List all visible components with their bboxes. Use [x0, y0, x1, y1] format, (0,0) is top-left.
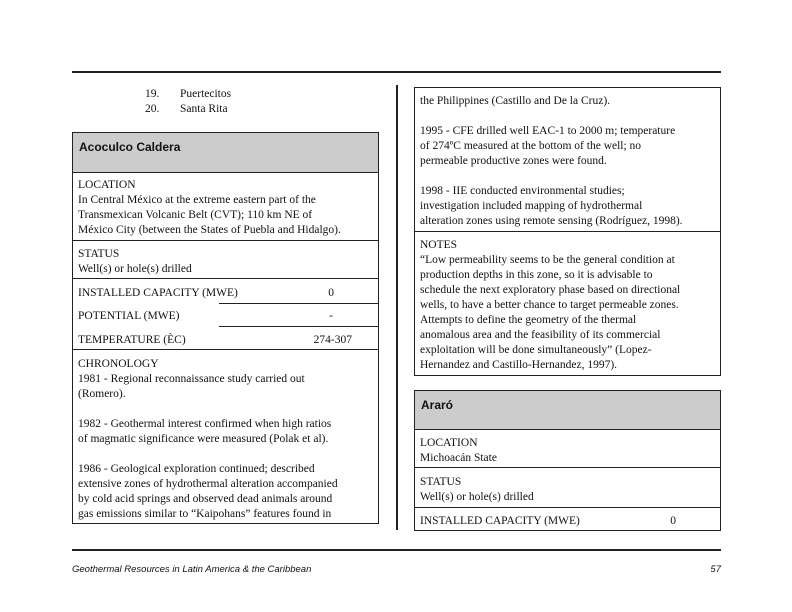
chronology-line [78, 447, 376, 462]
row-divider [414, 231, 721, 232]
chronology-line: by cold acid springs and observed dead animals around [78, 493, 333, 505]
chronology-block [78, 357, 376, 522]
chronology-line: investigation included mapping of hydrothermal [420, 200, 643, 212]
araro-location-block [420, 436, 718, 466]
chronology-line: the Philippines (Castillo and De la Cruz). [420, 95, 611, 107]
chronology-line: extensive zones of hydrothermal alteration accompanied [78, 478, 338, 490]
list-item-name: Puertecitos [180, 88, 232, 100]
page-number: 57 [710, 564, 721, 575]
chronology-line [78, 402, 376, 417]
notes-line: production depths in this zone, so it is advisable to [420, 269, 653, 281]
chronology-line: 1982 - Geothermal interest confirmed when high ratios [78, 418, 332, 430]
list-item-number: 19. [145, 88, 160, 100]
location-block [78, 178, 374, 238]
chronology-line: gas emissions similar to “Kaipohans” features found in [78, 508, 332, 520]
column-divider [396, 85, 398, 530]
footer-title: Geothermal Resources in Latin America & the Caribbean [72, 564, 312, 575]
row-divider [414, 467, 721, 468]
chronology-cont-block [420, 94, 718, 229]
chronology-line: of magmatic significance were measured (Polak et al). [78, 433, 329, 445]
notes-line: anomalous area and the feasibility of its commercial [420, 329, 661, 341]
status-heading: STATUS [420, 476, 462, 488]
capacity-value: 0 [328, 287, 334, 299]
notes-line: schedule the next exploratory phase based on directional [420, 284, 681, 296]
location-text: Michoacán State [420, 452, 497, 464]
chronology-line: permeable productive zones were found. [420, 155, 607, 167]
potential-label: POTENTIAL (MWE) [78, 310, 180, 322]
row-divider [72, 240, 379, 241]
acoculco-header [73, 133, 378, 173]
row-divider [72, 278, 379, 279]
capacity-label: INSTALLED CAPACITY (MWE) [420, 515, 580, 527]
potential-value: - [329, 310, 333, 322]
row-divider [219, 303, 379, 304]
status-heading: STATUS [78, 248, 120, 260]
temperature-value: 274-307 [313, 334, 352, 346]
row-divider [414, 507, 721, 508]
chronology-line: (Romero). [78, 388, 126, 400]
temperature-label: TEMPERATURE (ÈC) [78, 334, 186, 346]
section-title: Acoculco Caldera [79, 140, 181, 154]
row-divider [72, 349, 379, 350]
location-line: Transmexican Volcanic Belt (CVT); 110 km NE of [78, 209, 313, 221]
chronology-line [420, 169, 718, 184]
araro-status-block [420, 475, 718, 505]
status-text: Well(s) or hole(s) drilled [420, 491, 534, 503]
location-line: México City (between the States of Puebla and Hidalgo). [78, 224, 341, 236]
notes-line: exploitation will be done simultaneously” (Lopez- [420, 344, 652, 356]
location-heading: LOCATION [78, 179, 136, 191]
chronology-line [420, 109, 718, 124]
araro-header [415, 391, 720, 430]
row-divider [219, 326, 379, 327]
location-heading: LOCATION [420, 437, 478, 449]
chronology-line: of 274ºC measured at the bottom of the well; no [420, 140, 642, 152]
notes-block [420, 238, 718, 373]
list-item-number: 20. [145, 103, 160, 115]
notes-line: Hernandez and Castillo-Hernandez, 1997). [420, 359, 618, 371]
chronology-heading: CHRONOLOGY [78, 358, 159, 370]
header-rule [72, 71, 721, 73]
chronology-line: 1995 - CFE drilled well EAC-1 to 2000 m; temperature [420, 125, 676, 137]
footer-rule [72, 549, 721, 551]
notes-line: wells, to have a better chance to target permeable zones. [420, 299, 679, 311]
section-title: Araró [421, 398, 454, 412]
notes-line: “Low permeability seems to be the general condition at [420, 254, 675, 266]
status-block [78, 247, 374, 277]
notes-line: Attempts to define the geometry of the thermal [420, 314, 637, 326]
list-item [145, 102, 228, 117]
notes-heading: NOTES [420, 239, 458, 251]
location-line: In Central México at the extreme eastern part of the [78, 194, 316, 206]
capacity-label: INSTALLED CAPACITY (MWE) [78, 287, 238, 299]
chronology-line: 1981 - Regional reconnaissance study carried out [78, 373, 305, 385]
status-text: Well(s) or hole(s) drilled [78, 263, 192, 275]
chronology-line: 1986 - Geological exploration continued; described [78, 463, 315, 475]
chronology-line: 1998 - IIE conducted environmental studies; [420, 185, 625, 197]
list-item [145, 87, 231, 102]
list-item-name: Santa Rita [180, 103, 228, 115]
chronology-line: alteration zones using remote sensing (Rodríguez, 1998). [420, 215, 683, 227]
capacity-value: 0 [670, 515, 676, 527]
